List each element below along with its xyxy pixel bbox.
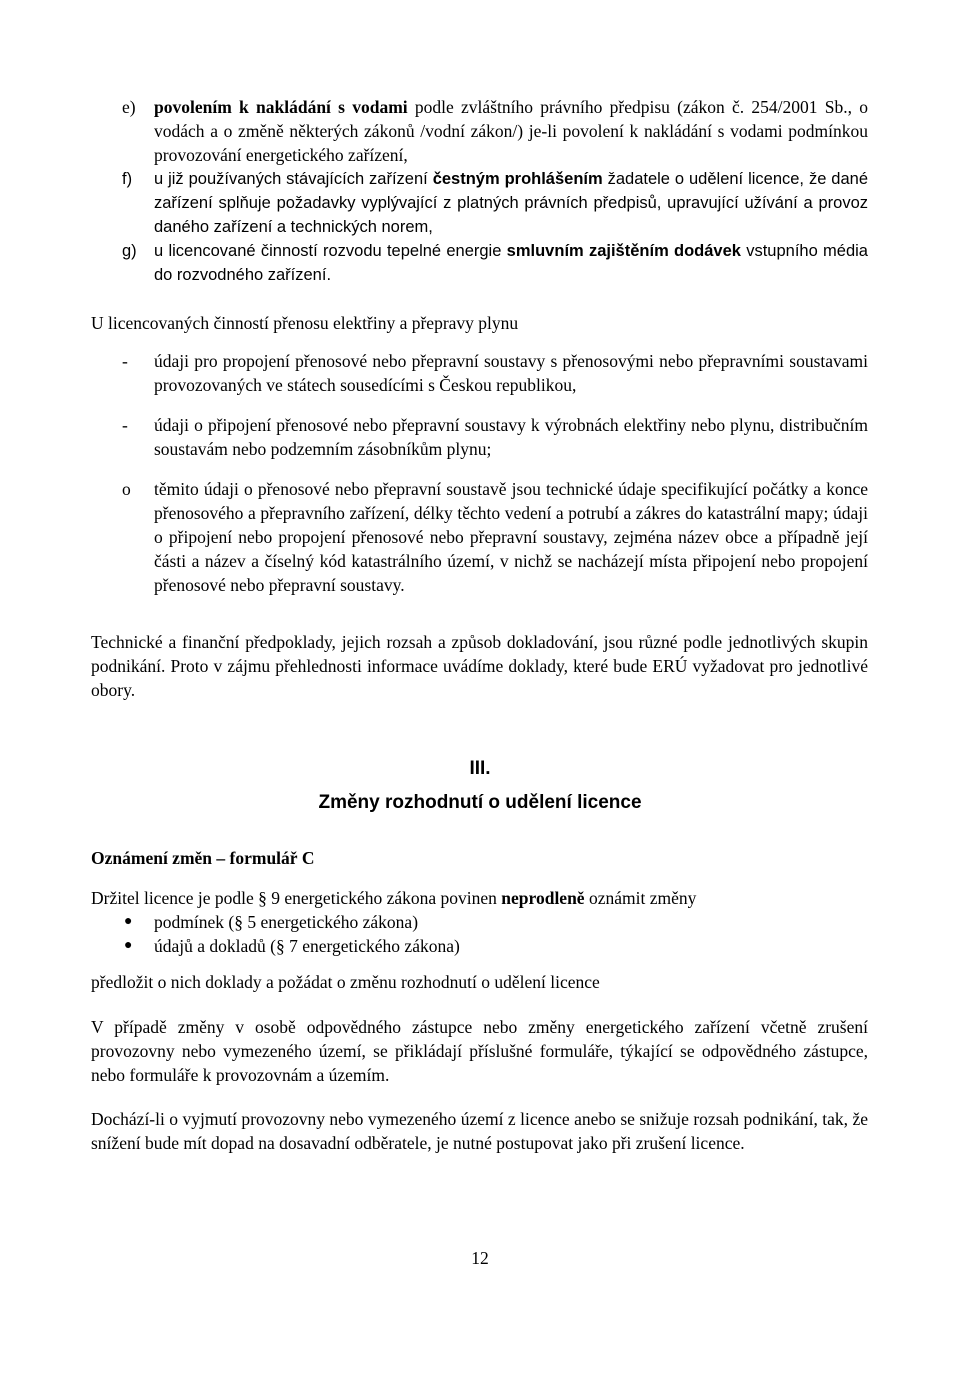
dash-marker: - <box>122 351 128 371</box>
item-text: údaji o připojení přenosové nebo přepravní soustavy k výrobnách elektřiny nebo plynu, distribučním soustavám nebo podzemním zásobníkům plynu; <box>154 415 868 459</box>
transmission-intro: U licencovaných činností přenosu elektřiny a přepravy plynu <box>91 313 519 333</box>
form-heading: Oznámení změn – formulář C <box>91 848 315 868</box>
item-text: údaji pro propojení přenosové nebo přepravní soustavy s přenosovými nebo přepravními soustavami provozovaných ve státech sousedícími s Českou republikou, <box>154 351 868 395</box>
withdrawal-paragraph: Dochází-li o vyjmutí provozovny nebo vymezeného území z licence anebo se snižuje rozsah podnikání, tak, že snížení bude mít dopad na dosavadní odběratele, je nutné postupovat jako při zrušení licence. <box>91 1109 868 1153</box>
item-text: údajů a dokladů (§ 7 energetického zákona) <box>154 936 460 956</box>
item-text <box>154 167 868 239</box>
holder-pre: Držitel licence je podle § 9 energetického zákona povinen <box>91 888 502 908</box>
item-bold: čestným prohlášením <box>432 170 603 188</box>
item-text <box>154 95 868 167</box>
circle-marker: o <box>122 479 131 499</box>
bullet-icon: ● <box>124 938 133 953</box>
page-number: 12 <box>471 1248 489 1268</box>
item-rest: podle zvláštního právního předpisu (zákon č. 254/2001 Sb., o vodách a o změně některých zákonů /vodní zákon/) je-li povolení k nakládání s vodami podmínkou provozování energetického zařízení, <box>154 97 868 165</box>
holder-bold: neprodleně <box>501 888 585 908</box>
submit-paragraph: předložit o nich doklady a požádat o změnu rozhodnutí o udělení licence <box>91 972 600 992</box>
item-pre: u již používaných stávajících zařízení <box>154 170 433 188</box>
item-text: podmínek (§ 5 energetického zákona) <box>154 912 419 932</box>
item-rest: vstupního média do rozvodného zařízení. <box>154 242 868 284</box>
item-label: g) <box>122 242 137 260</box>
item-text: těmito údaji o přenosové nebo přepravní soustavě jsou technické údaje specifikující počátky a konce přenosového a přepravního zařízení, délky těchto vedení a potrubí a zákres do katastrální mapy; údaji o připojení nebo propojení přenosové nebo přepravní soustavy, zejména název obce a případně její části a název a číselný kód katastrálního území, v nichž se nacházejí místa připojení nebo propojení přenosové nebo přepravní soustavy. <box>154 479 868 595</box>
item-bold: smluvním zajištěním dodávek <box>506 242 741 260</box>
dash-marker: - <box>122 415 128 435</box>
item-rest: žadatele o udělení licence, že dané zařízení splňuje požadavky vyplývající z platných právních předpisů, upravující užívání a provoz daného zařízení a technických norem, <box>154 170 869 236</box>
holder-paragraph <box>91 886 868 910</box>
representative-change-paragraph: V případě změny v osobě odpovědného zástupce nebo změny energetického zařízení včetně zrušení provozovny nebo vymezeného území, se přikládají příslušné formuláře, týkající se odpovědného zástupce, nebo formuláře k provozovnám a územím. <box>91 1017 868 1085</box>
section-title: Změny rozhodnutí o udělení licence <box>318 792 642 813</box>
item-pre: u licencované činností rozvodu tepelné energie <box>154 242 507 260</box>
section-number: III. <box>469 758 491 779</box>
item-bold: povolením k nakládání s vodami <box>154 97 408 117</box>
item-label: f) <box>122 170 133 188</box>
item-text <box>154 239 868 287</box>
bullet-icon: ● <box>124 914 133 929</box>
tech-fin-paragraph: Technické a finanční předpoklady, jejich rozsah a způsob dokladování, jsou různé podle jednotlivých skupin podnikání. Proto v zájmu přehlednosti informace uvádíme doklady, které bude ERÚ vyžadovat pro jednotlivé obory. <box>91 632 868 700</box>
item-label: e) <box>122 97 136 117</box>
holder-post: oznámit změny <box>584 888 697 908</box>
